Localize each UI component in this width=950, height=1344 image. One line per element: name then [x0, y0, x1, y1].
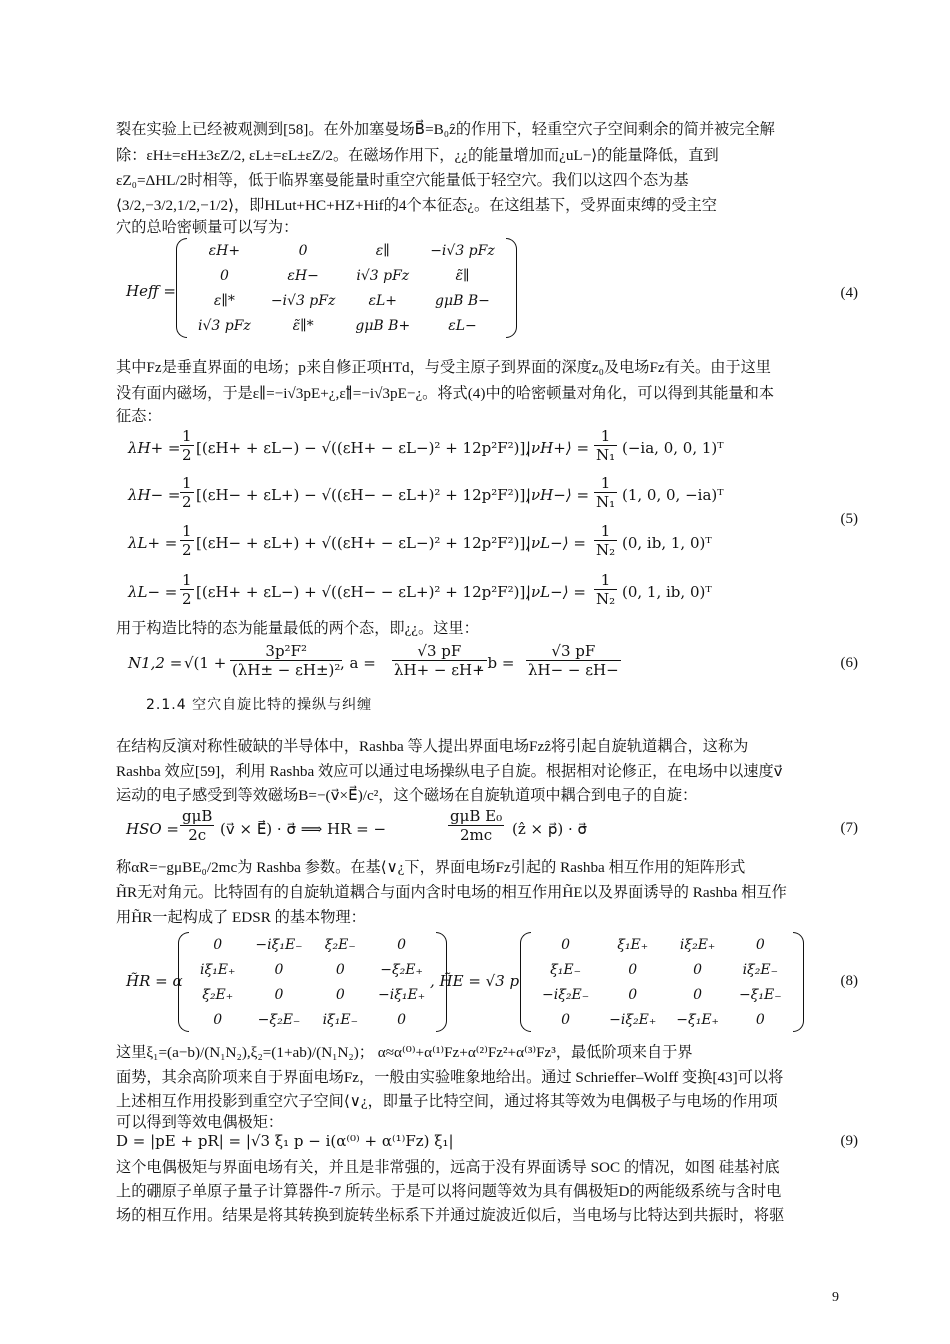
eq7-mid: (v⃗ × E⃗) · σ⃗ ⟹ HR = − — [220, 820, 387, 838]
eq8-matrix-e — [520, 932, 804, 1032]
eq5-ket: |νH−⟩ = — [526, 486, 590, 504]
paragraph-1-line-3: εZ₀=ΔHL/2时相等，低于临界塞曼能量时重空穴能量低于轻空穴。我们以这四个态为基 — [116, 172, 689, 189]
eq8-matrix-r-cell: −iξ₁E₊ — [377, 986, 426, 1003]
eq8-matrix-r-cell: iξ₁E₊ — [200, 961, 236, 978]
eq8-matrix-e-cell: iξ₂E₊ — [679, 936, 716, 953]
eq8-matrix-r-row — [190, 957, 435, 982]
eq5-norm-den: N₁ — [596, 446, 616, 464]
eq8-matrix-r-cell: 0 — [213, 1011, 223, 1028]
eq4-matrix-cell: −i√3 pFz — [270, 292, 336, 309]
eq7-tail: (ẑ × p⃗) · σ⃗ — [512, 820, 588, 838]
eq4-matrix-cell: i√3 pFz — [198, 317, 251, 334]
eq8-matrix-e-cell: 0 — [628, 986, 638, 1003]
eq5-half-num: 1 — [182, 571, 192, 589]
eq8-matrix-e-cell: iξ₂E₋ — [742, 961, 778, 978]
equation-4 — [116, 236, 858, 348]
eq5-half — [180, 571, 194, 608]
eq5-vector: (0, 1, ib, 0)ᵀ — [622, 583, 712, 601]
eq4-matrix-cell: εL− — [448, 317, 477, 334]
eq6-b-den: λH− − εH− — [528, 661, 619, 679]
eq5-norm-num: 1 — [594, 522, 617, 541]
eq7-frac-2 — [448, 807, 504, 844]
eq7-den-2: 2mc — [459, 826, 493, 844]
subsection-heading: 2.1.4 空穴自旋比特的操纵与纠缠 — [146, 697, 373, 713]
paragraph-7-line-1: 这个电偶极矩与界面电场有关，并且是非常强的，远高于没有界面诱导 SOC 的情况，如图 硅基衬底 — [116, 1159, 780, 1176]
eq5-line — [116, 522, 858, 566]
eq5-lhs: λH− = — [128, 486, 181, 504]
eq5-norm — [594, 474, 617, 511]
eq8-matrix-e-cell: 0 — [628, 961, 638, 978]
eq6-a-label: , a = — [340, 654, 376, 672]
eq5-body: [(εH− + εL+) + √((εH+ − εL−)² + 12p²F²)], — [196, 534, 531, 552]
eq5-ket: |νL−⟩ = — [526, 583, 586, 601]
eq5-half-den: 2 — [182, 590, 192, 608]
eq5-lhs: λL+ = — [128, 534, 178, 552]
paragraph-1-line-5: 穴的总哈密顿量可以写为： — [116, 219, 299, 236]
eq4-matrix-cell: ε̃∥* — [292, 317, 314, 334]
eq5-norm — [594, 522, 617, 559]
eq7-den-1: 2c — [188, 826, 207, 844]
eq5-body: [(εH+ + εL−) + √((εH− − εL+)² + 12p²F²)], — [196, 583, 531, 601]
eq5-norm — [594, 571, 617, 608]
eq8-matrix-e-cell: −iξ₂E₊ — [609, 1011, 657, 1028]
eq8-matrix-e-cell: 0 — [561, 1011, 571, 1028]
eq8-matrix-r-cell: ξ₂E₊ — [202, 986, 234, 1003]
eq8-matrix-e-cell: 0 — [755, 936, 765, 953]
paragraph-6-line-4: 可以得到等效电偶极矩： — [116, 1114, 284, 1131]
eq6-lhs: N1,2 = — [128, 654, 183, 672]
paragraph-2-line-3: 征态： — [116, 408, 162, 425]
paragraph-4-line-1: 在结构反演对称性破缺的半导体中，Rashba 等人提出界面电场Fzẑ将引起自旋轨道耦合，这称为 — [116, 738, 749, 755]
eq4-matrix-cell: ε̃∥ — [455, 267, 470, 284]
page-number: 9 — [832, 1290, 839, 1305]
eq5-body: [(εH+ + εL−) − √((εH+ − εL−)² + 12p²F²)], — [196, 439, 531, 457]
eq5-line — [116, 427, 858, 471]
eq6-num: 3p²F² — [230, 642, 342, 661]
eq5-vector: (0, ib, 1, 0)ᵀ — [622, 534, 712, 552]
eq8-matrix-r-cell: iξ₁E₋ — [322, 1011, 358, 1028]
eq5-norm-num: 1 — [594, 474, 617, 493]
eq8-matrix-e-cell: 0 — [693, 986, 703, 1003]
paragraph-5-line-3: 用H̃R一起构成了 EDSR 的基本物理： — [116, 909, 366, 926]
eq8-matrix-e-row — [532, 957, 792, 982]
eq8-matrix-e-cell: 0 — [755, 1011, 765, 1028]
eq5-half — [180, 474, 194, 511]
eq5-norm-den: N₂ — [596, 541, 616, 559]
paragraph-6-line-3: 上述相互作用投影到重空穴子空间⟨∨¿，即量子比特空间，通过将其等效为电偶极子与电场的作用项 — [116, 1093, 778, 1110]
eq8-matrix-r-cell: 0 — [213, 936, 223, 953]
eq4-matrix-cell: εL+ — [368, 292, 398, 309]
eq7-frac-1 — [180, 807, 214, 844]
eq6-b-frac — [526, 642, 621, 679]
eq5-vector: (1, 0, 0, −ia)ᵀ — [622, 486, 724, 504]
eq8-matrix-r — [178, 932, 447, 1032]
eq8-matrix-e-row — [532, 982, 792, 1007]
eq4-matrix-cell: i√3 pFz — [356, 267, 410, 284]
eq5-half-num: 1 — [182, 474, 192, 492]
eq4-matrix-row — [188, 238, 505, 263]
paragraph-3-line-1: 用于构造比特的态为能量最低的两个态，即¿¿。这里： — [116, 620, 479, 637]
eq8-matrix-r-cell: 0 — [397, 1011, 407, 1028]
eq8-matrix-e-row — [532, 1007, 792, 1032]
eq4-matrix-cell: ε∥ — [375, 242, 390, 259]
eq5-half — [180, 522, 194, 559]
paragraph-2-line-1: 其中Fz是垂直界面的电场；p来自修正项HTd，与受主原子到界面的深度z₀及电场Fz有关。由于这里 — [116, 359, 771, 376]
eq5-ket: |νH+⟩ = — [526, 439, 590, 457]
eq8-lhs-e: , H̃E = √3 p — [430, 972, 520, 990]
eq5-half-num: 1 — [182, 522, 192, 540]
eq5-ket: |νL−⟩ = — [526, 534, 586, 552]
eq5-line — [116, 571, 858, 615]
eq5-half-den: 2 — [182, 541, 192, 559]
eq8-matrix-r-row — [190, 982, 435, 1007]
paragraph-1-line-4: ⟨3/2,−3/2,1/2,−1/2⟩，即HLut+HC+HZ+Hif的4个本征态¿。在这组基下，受界面束缚的受主空 — [116, 197, 717, 214]
eq8-matrix-e-cell: ξ₁E₊ — [617, 936, 649, 953]
eq5-norm — [594, 427, 617, 464]
eq6-b-label: , b = — [478, 654, 515, 672]
eq4-matrix-row — [188, 263, 505, 288]
eq4-matrix-cell: εH+ — [208, 242, 241, 259]
equation-number-4: (4) — [840, 285, 858, 301]
eq8-matrix-e-row — [532, 932, 792, 957]
eq5-half — [180, 427, 194, 464]
eq4-matrix-cell: ε∥* — [213, 292, 235, 309]
eq8-matrix-r-cell: 0 — [335, 986, 345, 1003]
eq8-matrix-e-cell: −ξ₁E₋ — [738, 986, 782, 1003]
eq8-matrix-r-cell: 0 — [397, 936, 407, 953]
eq5-lhs: λH+ = — [128, 439, 181, 457]
eq8-matrix-r-cell: 0 — [335, 961, 345, 978]
paragraph-7-line-2: 上的硼原子单原子量子计算器件-7 所示。于是可以将问题等效为具有偶极矩D的两能级系统与含时电 — [116, 1183, 782, 1200]
eq5-line — [116, 474, 858, 518]
eq5-norm-den: N₁ — [596, 493, 616, 511]
equation-7 — [116, 807, 858, 853]
equation-number-8: (8) — [840, 973, 858, 989]
eq8-matrix-e-cell: ξ₁E₋ — [550, 961, 582, 978]
eq8-matrix-r-cell: −ξ₂E₋ — [257, 1011, 301, 1028]
paragraph-1-line-2: 除：εH±=εH±3εZ/2, εL±=εL±εZ/2。在磁场作用下，¿¿的能量增加而¿uL−⟩的能量降低，直到 — [116, 147, 719, 164]
eq5-body: [(εH− + εL+) − √((εH− − εL+)² + 12p²F²)], — [196, 486, 531, 504]
eq7-num-1: gμB — [182, 807, 213, 825]
eq4-matrix-cell: −i√3 pFz — [430, 242, 495, 259]
equation-number-9: (9) — [840, 1133, 858, 1149]
eq4-lhs: Heff = — [126, 282, 176, 300]
eq6-sqrt: √(1 + — [184, 654, 227, 672]
eq5-vector: (−ia, 0, 0, 1)ᵀ — [622, 439, 724, 457]
equation-6 — [116, 640, 858, 690]
eq4-matrix-cell: gμB B− — [435, 292, 490, 309]
eq6-a-frac — [392, 642, 487, 679]
paragraph-6-line-2: 面势，其余高阶项来自于界面电场Fz，一般由实验唯象地给出。通过 Schrieffer–Wolff 变换[43]可以将 — [116, 1069, 784, 1086]
paragraph-1-line-1: 裂在实验上已经被观测到[58]。在外加塞曼场B⃗=B₀ẑ的作用下，轻重空穴子空间剩余的简并被完全解 — [116, 121, 775, 138]
eq5-norm-num: 1 — [594, 571, 617, 590]
eq4-matrix — [176, 238, 517, 338]
eq8-matrix-r-cell: 0 — [274, 986, 284, 1003]
eq5-norm-num: 1 — [594, 427, 617, 446]
eq4-matrix-cell: 0 — [298, 242, 308, 259]
equation-9: D = |pE + pR| = |√3 ξ₁ p − i(α⁽⁰⁾ + α⁽¹⁾Fz) ξ₁| — [116, 1132, 454, 1150]
eq8-matrix-r-row — [190, 932, 435, 957]
eq5-half-den: 2 — [182, 493, 192, 511]
eq4-matrix-row — [188, 288, 505, 313]
eq8-matrix-e-cell: 0 — [693, 961, 703, 978]
eq8-matrix-r-cell: −iξ₁E₋ — [255, 936, 303, 953]
eq4-matrix-row — [188, 313, 505, 338]
paragraph-4-line-2: Rashba 效应[59]，利用 Rashba 效应可以通过电场操纵电子自旋。根据相对论修正，在电场中以速度v⃗ — [116, 763, 783, 780]
eq8-matrix-e-cell: 0 — [561, 936, 571, 953]
paragraph-5-line-2: H̃R无对角元。比特固有的自旋轨道耦合与面内含时电场的相互作用H̃E以及界面诱导的 Rashba 相互作 — [116, 884, 787, 901]
eq7-num-2: gμB E₀ — [450, 807, 503, 825]
equation-number-5: (5) — [840, 511, 858, 527]
eq5-lhs: λL− = — [128, 583, 178, 601]
paragraph-2-line-2: 没有面内磁场，于是ε∥=−i√3pE+¿,ε̃∥=−i√3pE−¿。将式(4)中的哈密顿量对角化，可以得到其能量和本 — [116, 385, 775, 402]
eq8-matrix-r-cell: 0 — [274, 961, 284, 978]
eq5-half-num: 1 — [182, 427, 192, 445]
eq4-matrix-cell: εH− — [287, 267, 319, 284]
equation-8 — [116, 930, 858, 1034]
eq6-den: (λH± − εH±)² — [232, 661, 341, 679]
eq8-matrix-r-cell: −ξ₂E₊ — [380, 961, 423, 978]
paragraph-4-line-3: 运动的电子感受到等效磁场B=−(v⃗×E⃗)/c²，这个磁场在自旋轨道项中耦合到电子的自旋： — [116, 787, 698, 804]
eq5-half-den: 2 — [182, 446, 192, 464]
eq6-b-num: √3 pF — [526, 642, 621, 661]
paragraph-7-line-3: 场的相互作用。结果是将其转换到旋转坐标系下并通过旋波近似后，当电场与比特达到共振时，将驱 — [116, 1207, 785, 1224]
eq4-matrix-cell: 0 — [219, 267, 229, 284]
eq8-matrix-r-row — [190, 1007, 435, 1032]
eq6-a-num: √3 pF — [392, 642, 487, 661]
equation-number-6: (6) — [840, 655, 858, 671]
equation-number-7: (7) — [840, 820, 858, 836]
eq7-lhs: HSO = — [126, 820, 179, 838]
eq8-matrix-e-cell: −iξ₂E₋ — [542, 986, 590, 1003]
eq8-matrix-r-cell: ξ₂E₋ — [324, 936, 356, 953]
eq6-frac — [230, 642, 342, 679]
eq8-matrix-e-cell: −ξ₁E₊ — [676, 1011, 719, 1028]
eq5-norm-den: N₂ — [596, 590, 616, 608]
paragraph-6-line-1: 这里ξ₁=(a−b)/(N₁N₂),ξ₂=(1+ab)/(N₁N₂)； α≈α⁽⁰⁾+α⁽¹⁾Fz+α⁽²⁾Fz²+α⁽³⁾Fz³，最低阶项来自于界 — [116, 1044, 693, 1061]
eq8-lhs-r: H̃R = α — [126, 972, 183, 990]
paragraph-5-line-1: 称αR=−gμBE₀/2mc为 Rashba 参数。在基⟨∨¿下，界面电场Fz引起的 Rashba 相互作用的矩阵形式 — [116, 859, 746, 876]
eq4-matrix-cell: gμB B+ — [355, 317, 411, 334]
eq6-a-den: λH+ − εH+ — [394, 661, 485, 679]
